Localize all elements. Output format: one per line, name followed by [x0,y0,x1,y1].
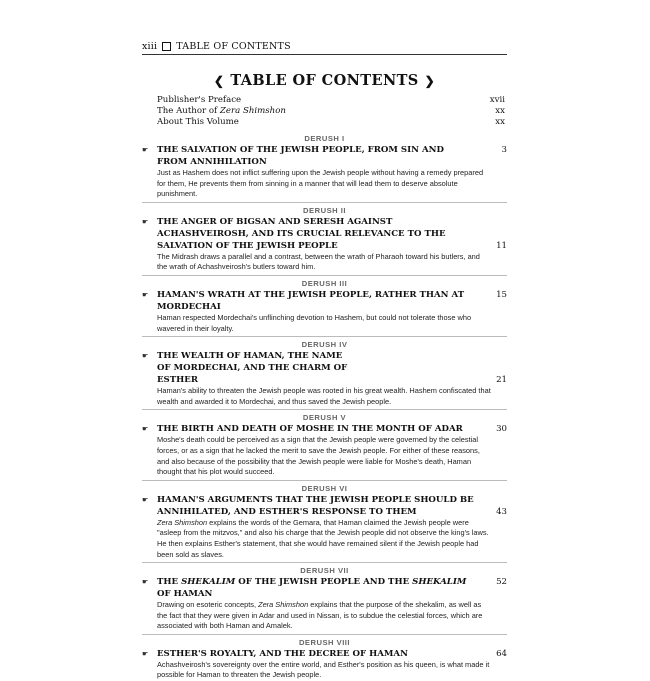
front-matter-list [157,95,505,128]
hand-pointer-icon: ☛ [142,217,149,226]
entry-description: Just as Hashem does not inflict suffering upon the Jewish people without having a remedy prepared for them, He prevents them from sinning in a manner that will lead them to deserve absolute punishment. [157,168,484,199]
header-rule [142,54,507,55]
entry-page: 30 [496,424,507,435]
hand-pointer-icon: ☛ [142,425,149,434]
running-header [142,41,291,52]
entry-title: THE WEALTH OF HAMAN, THE NAME OF MORDECHAI, AND THE CHARM OF ESTHER [157,351,348,386]
front-matter-label: About This Volume [157,117,239,127]
toc-sections [142,131,507,681]
hand-pointer-icon: ☛ [142,146,149,154]
front-matter-item[interactable] [157,106,505,117]
running-title: TABLE OF CONTENTS [176,41,291,52]
derush-heading: DERUSH I [304,134,345,143]
entry-page: 43 [496,506,507,517]
entry-title: HAMAN'S WRATH AT THE JEWISH PEOPLE, RATHER THAN AT MORDECHAI [157,289,465,312]
derush-heading: DERUSH VI [301,483,348,493]
toc-entry[interactable] [142,144,507,200]
entry-description: Zera Shimshon explains the words of the Gemara, that Haman claimed the Jewish people were "asleep from the mitzvos," and also his charge that the Jewish people did not observe the king's laws. He then explains Esther's statement, that she would have remained silent if the Jewish people had been sold as slaves. [157,517,489,559]
entry-title: THE ANGER OF BIGSAN AND SERESH AGAINST ACHASHVEIROSH, AND ITS CRUCIAL RELEVANCE TO THE SALVATION OF THE JEWISH PEOPLE [157,216,446,251]
entry-title: THE SALVATION OF THE JEWISH PEOPLE, FROM SIN AND FROM ANNIHILATION [157,145,444,167]
hand-pointer-icon: ☛ [142,649,149,658]
entry-title: THE BIRTH AND DEATH OF MOSHE IN THE MONTH OF ADAR [157,424,463,435]
entry-page: 11 [496,240,507,251]
derush-heading: DERUSH VIII [298,637,351,647]
toc-entry[interactable] [142,576,507,632]
divider [142,336,507,337]
derush-heading: DERUSH II [303,205,346,215]
divider [142,409,507,410]
front-matter-item[interactable] [157,117,505,128]
right-ornament-icon: ❯ [424,74,436,88]
divider [142,562,507,563]
front-matter-label: The Author of Zera Shimshon [157,106,286,116]
left-ornament-icon: ❮ [213,74,225,88]
entry-page: 64 [496,648,507,659]
entry-description: Drawing on esoteric concepts, Zera Shimshon explains that the purpose of the shekalim, as well as the fact that they were given in Adar and used in Nissan, is to subdue the celestial forces, which are associated with both Haman and Amalek. [157,600,483,631]
entry-page: 15 [496,289,507,300]
hand-pointer-icon: ☛ [142,290,149,299]
toc-entry[interactable] [142,289,507,334]
divider [142,480,507,481]
divider [142,275,507,276]
entry-description: The Midrash draws a parallel and a contrast, between the wrath of Pharaoh toward his butlers, and the wrath of Achashveirosh's butlers toward him. [157,251,480,272]
hand-pointer-icon: ☛ [142,495,149,504]
page-title-text: TABLE OF CONTENTS [230,72,419,89]
entry-description: Moshe's death could be perceived as a sign that the Jewish people were governed by the celestial forces, or as a sign that he lacked the merit to save the Jewish people. For either of these reasons, and also because of the possibility that the Jewish people were liable for Moshe's death, Haman thought that his plot would succeed. [157,435,480,477]
derush-heading: DERUSH IV [301,340,348,350]
front-matter-page: xvii [489,95,505,105]
divider [142,634,507,635]
hand-pointer-icon: ☛ [142,578,149,587]
hand-pointer-icon: ☛ [142,352,149,361]
derush-heading: DERUSH III [301,278,348,288]
toc-entry[interactable] [142,216,507,273]
front-matter-page: xx [495,106,505,116]
page-number: xiii [142,41,158,52]
entry-page: 21 [496,375,507,386]
derush-heading: DERUSH VII [300,566,349,576]
entry-title: ESTHER'S ROYALTY, AND THE DECREE OF HAMAN [157,648,408,659]
entry-description: Haman respected Mordechai's unflinching devotion to Hashem, but could not tolerate those who wavered in their loyalty. [157,312,472,333]
front-matter-item[interactable] [157,95,505,106]
entry-title: HAMAN'S ARGUMENTS THAT THE JEWISH PEOPLE SHOULD BE ANNIHILATED, AND ESTHER'S RESPONSE TO THEM [157,494,474,517]
entry-title: THE SHEKALIM OF THE JEWISH PEOPLE AND THE SHEKALIM OF HAMAN [157,577,467,600]
entry-page: 3 [501,145,507,155]
divider [142,202,507,203]
toc-entry[interactable] [142,648,507,681]
derush-heading: DERUSH V [302,413,347,423]
entry-description: Haman's ability to threaten the Jewish people was rooted in his great wealth. Hashem confiscated that wealth and awarded it to Mordechai, and thus saved the Jewish people. [157,386,491,406]
front-matter-label: Publisher's Preface [157,95,242,105]
page-title [142,72,507,89]
square-ornament-icon [162,42,171,51]
toc-entry[interactable] [142,494,507,560]
entry-page: 52 [496,577,507,588]
toc-entry[interactable] [142,423,507,477]
toc-entry[interactable] [142,350,507,407]
front-matter-page: xx [495,117,505,127]
entry-description: Achashveirosh's sovereignty over the entire world, and Esther's position as his queen, is what made it possible for Haman to threaten the Jewish people. [157,659,490,680]
